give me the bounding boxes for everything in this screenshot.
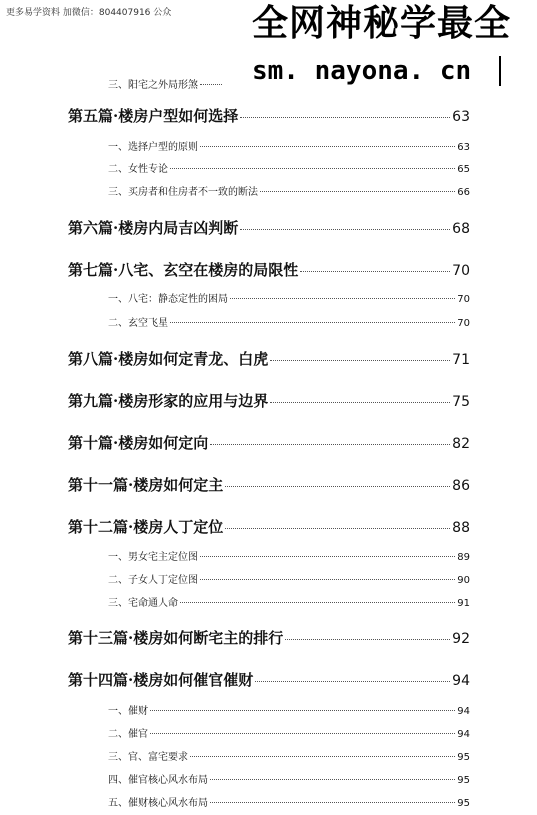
toc-page-number: 88 <box>452 520 470 536</box>
toc-leader-dots <box>210 443 450 445</box>
toc-section-entry[interactable] <box>108 314 470 329</box>
toc-leader-dots <box>150 732 455 734</box>
toc-entry-title: 一、八宅：静态定性的困局 <box>108 294 228 305</box>
toc-entry-title: 二、女性专论 <box>108 164 168 175</box>
toc-leader-dots <box>240 116 450 118</box>
toc-chapter-entry[interactable] <box>68 217 470 238</box>
toc-page-number: 95 <box>457 775 470 786</box>
toc-leader-dots <box>285 638 450 640</box>
toc-leader-dots <box>210 801 455 803</box>
toc-leader-dots <box>270 401 450 403</box>
toc-entry-title: 五、催财核心风水布局 <box>108 798 208 809</box>
toc-entry-title: 三、官、富宅要求 <box>108 752 188 763</box>
toc-chapter-entry[interactable] <box>68 105 470 126</box>
toc-page-number: 94 <box>457 729 470 740</box>
toc-page-number: 70 <box>457 294 470 305</box>
toc-chapter-entry[interactable] <box>68 432 470 453</box>
toc-chapter-entry[interactable] <box>68 627 470 648</box>
toc-leader-dots <box>240 228 450 230</box>
header-small-text: 更多易学资料 加微信：804407916 公众 <box>6 8 172 18</box>
toc-entry-title: 第九篇·楼房形家的应用与边界 <box>68 392 269 410</box>
toc-page-number: 70 <box>457 318 470 329</box>
toc-page-number: 95 <box>457 752 470 763</box>
toc-page-number: 66 <box>457 187 470 198</box>
toc-entry-title: 第六篇·楼房内局吉凶判断 <box>68 219 239 237</box>
watermark-title: 全网神秘学最全 <box>252 3 512 44</box>
toc-entry-title: 三、阳宅之外局形煞 <box>108 80 198 91</box>
toc-leader-dots <box>260 190 455 192</box>
toc-page-number: 90 <box>457 575 470 586</box>
toc-section-entry[interactable] <box>108 548 470 563</box>
toc-page-number: 92 <box>452 631 470 647</box>
toc-entry-title: 第十二篇·楼房人丁定位 <box>68 518 224 536</box>
toc-page-number: 91 <box>457 598 470 609</box>
toc-leader-dots <box>230 297 455 299</box>
toc-leader-dots <box>210 778 455 780</box>
toc-entry-title: 第十三篇·楼房如何断宅主的排行 <box>68 629 284 647</box>
toc-section-entry[interactable] <box>108 571 470 586</box>
toc-entry-title: 二、催官 <box>108 729 148 740</box>
toc-chapter-entry[interactable] <box>68 669 470 690</box>
toc-section-entry[interactable] <box>108 702 470 717</box>
toc-leader-dots <box>200 555 455 557</box>
toc-entry-title: 第七篇·八宅、玄空在楼房的局限性 <box>68 261 299 279</box>
toc-page-number: 89 <box>457 552 470 563</box>
watermark-url: sm. nayona. cn <box>252 56 472 86</box>
toc-leader-dots <box>150 709 455 711</box>
toc-page-number: 95 <box>457 798 470 809</box>
toc-chapter-entry[interactable] <box>68 474 470 495</box>
toc-entry-title: 一、男女宅主定位图 <box>108 552 198 563</box>
toc-entry-title: 第十一篇·楼房如何定主 <box>68 476 224 494</box>
toc-leader-dots <box>170 321 455 323</box>
toc-section-entry[interactable] <box>108 290 470 305</box>
toc-page-number: 70 <box>452 263 470 279</box>
toc-page-number: 63 <box>457 142 470 153</box>
toc-chapter-entry[interactable] <box>68 259 470 280</box>
toc-leader-dots <box>200 145 455 147</box>
toc-page-number: 86 <box>452 478 470 494</box>
toc-section-entry[interactable] <box>108 725 470 740</box>
toc-page-number: 82 <box>452 436 470 452</box>
toc-page-number: 75 <box>452 394 470 410</box>
toc-leader-dots <box>300 270 450 272</box>
toc-page-number: 94 <box>452 673 470 689</box>
toc-section-entry[interactable] <box>108 771 470 786</box>
toc-leader-dots <box>200 578 455 580</box>
toc-entry-title: 一、催财 <box>108 706 148 717</box>
toc-section-entry[interactable] <box>108 138 470 153</box>
toc-section-entry[interactable] <box>108 76 470 91</box>
toc-entry-title: 二、玄空飞星 <box>108 318 168 329</box>
toc-chapter-entry[interactable] <box>68 516 470 537</box>
toc-page-number: 71 <box>452 352 470 368</box>
toc-page-number: 94 <box>457 706 470 717</box>
toc-chapter-entry[interactable] <box>68 348 470 369</box>
toc-section-entry[interactable] <box>108 748 470 763</box>
toc-entry-title: 一、选择户型的原则 <box>108 142 198 153</box>
toc-entry-title: 第十四篇·楼房如何催官催财 <box>68 671 254 689</box>
toc-section-entry[interactable] <box>108 160 470 175</box>
toc-entry-title: 第五篇·楼房户型如何选择 <box>68 107 239 125</box>
toc-leader-dots <box>255 680 450 682</box>
toc-leader-dots <box>225 485 450 487</box>
toc-section-entry[interactable] <box>108 594 470 609</box>
toc-chapter-entry[interactable] <box>68 390 470 411</box>
toc-entry-title: 四、催官核心风水布局 <box>108 775 208 786</box>
toc-entry-title: 第十篇·楼房如何定向 <box>68 434 209 452</box>
toc-leader-dots <box>190 755 455 757</box>
toc-entry-title: 三、宅命通人命 <box>108 598 178 609</box>
toc-leader-dots <box>270 359 450 361</box>
toc-entry-title: 三、买房者和住房者不一致的断法 <box>108 187 258 198</box>
toc-entry-title: 第八篇·楼房如何定青龙、白虎 <box>68 350 269 368</box>
toc-page-number: 68 <box>452 221 470 237</box>
toc-entry-title: 二、子女人丁定位图 <box>108 575 198 586</box>
toc-page-number: 65 <box>457 164 470 175</box>
toc-leader-dots <box>180 601 455 603</box>
toc-section-entry[interactable] <box>108 794 470 809</box>
toc-leader-dots <box>170 167 455 169</box>
toc-section-entry[interactable] <box>108 183 470 198</box>
toc-page-number: 63 <box>452 109 470 125</box>
toc-leader-dots <box>225 527 450 529</box>
toc-leader-dots <box>200 83 222 85</box>
